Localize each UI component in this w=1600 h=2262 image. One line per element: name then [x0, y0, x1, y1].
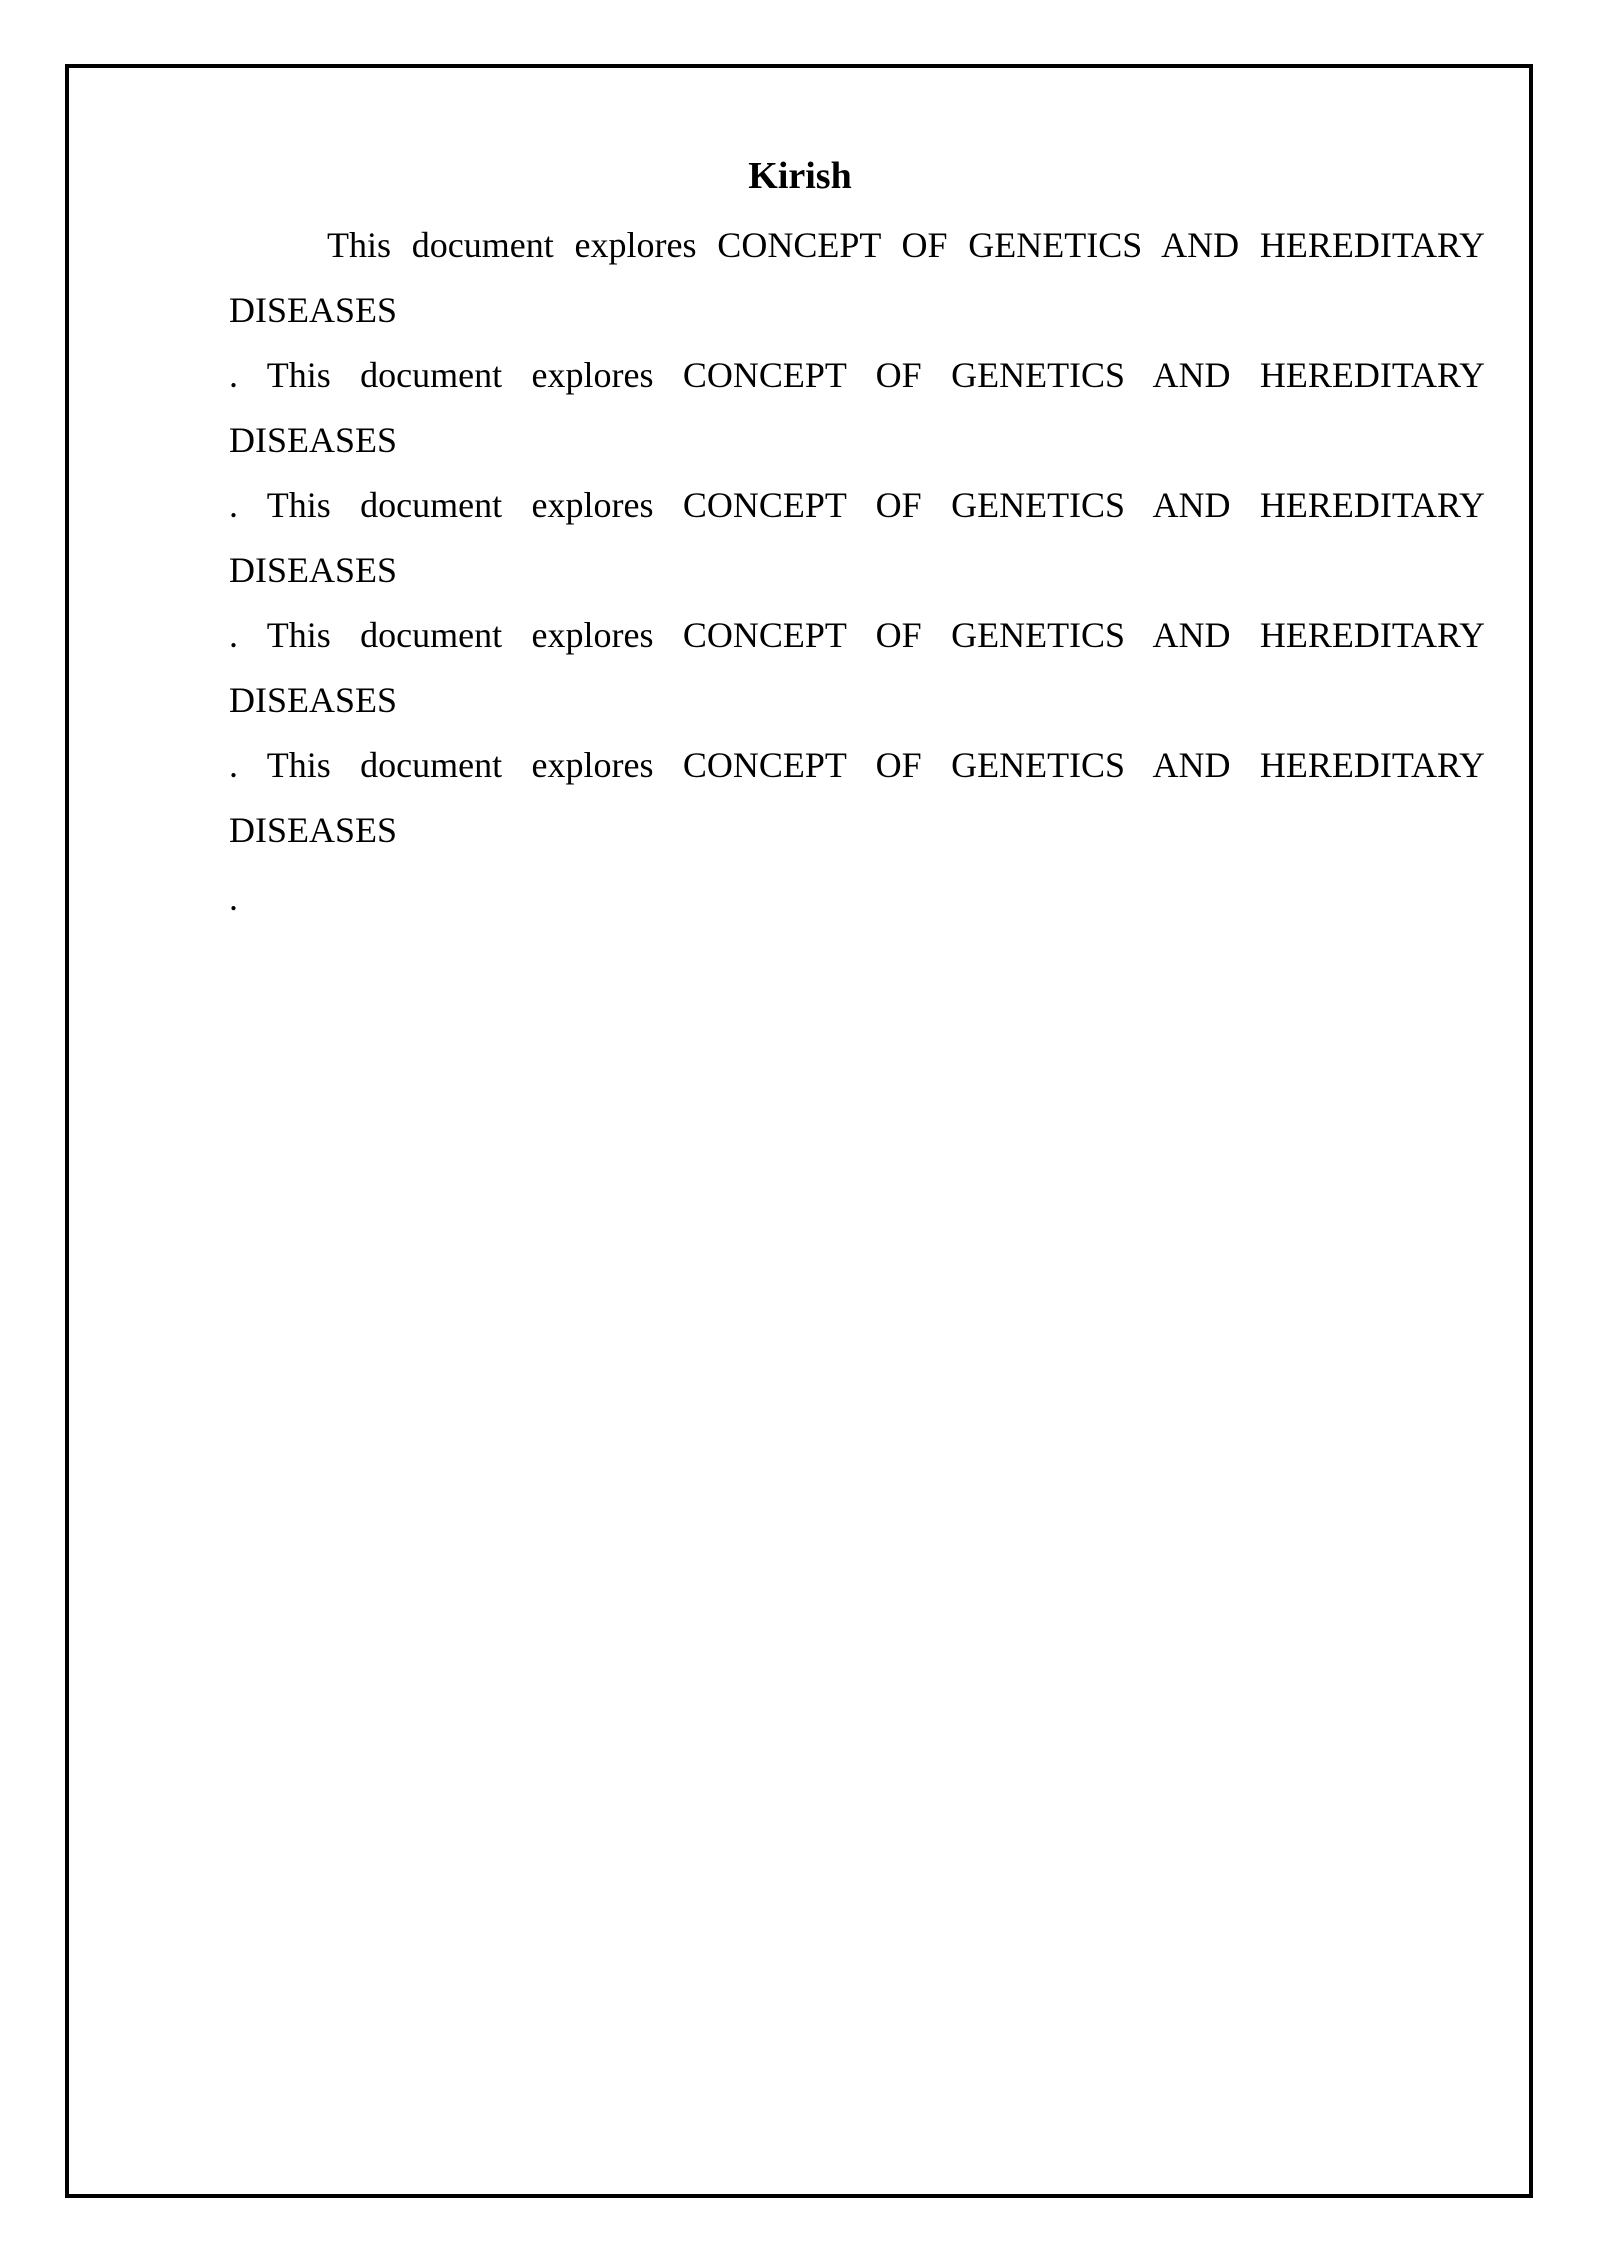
body-paragraph: . This document explores CONCEPT OF GENETICS AND HEREDITARY DISEASES: [229, 485, 1485, 590]
body-paragraph: . This document explores CONCEPT OF GENETICS AND HEREDITARY DISEASES: [229, 745, 1485, 850]
body-paragraph: This document explores CONCEPT OF GENETICS AND HEREDITARY DISEASES: [229, 225, 1485, 330]
document-body: [229, 213, 1485, 933]
body-paragraph: . This document explores CONCEPT OF GENETICS AND HEREDITARY DISEASES: [229, 355, 1485, 460]
page-title: Kirish: [748, 155, 852, 197]
trailing-period: .: [229, 878, 238, 918]
body-paragraph: . This document explores CONCEPT OF GENETICS AND HEREDITARY DISEASES: [229, 615, 1485, 720]
